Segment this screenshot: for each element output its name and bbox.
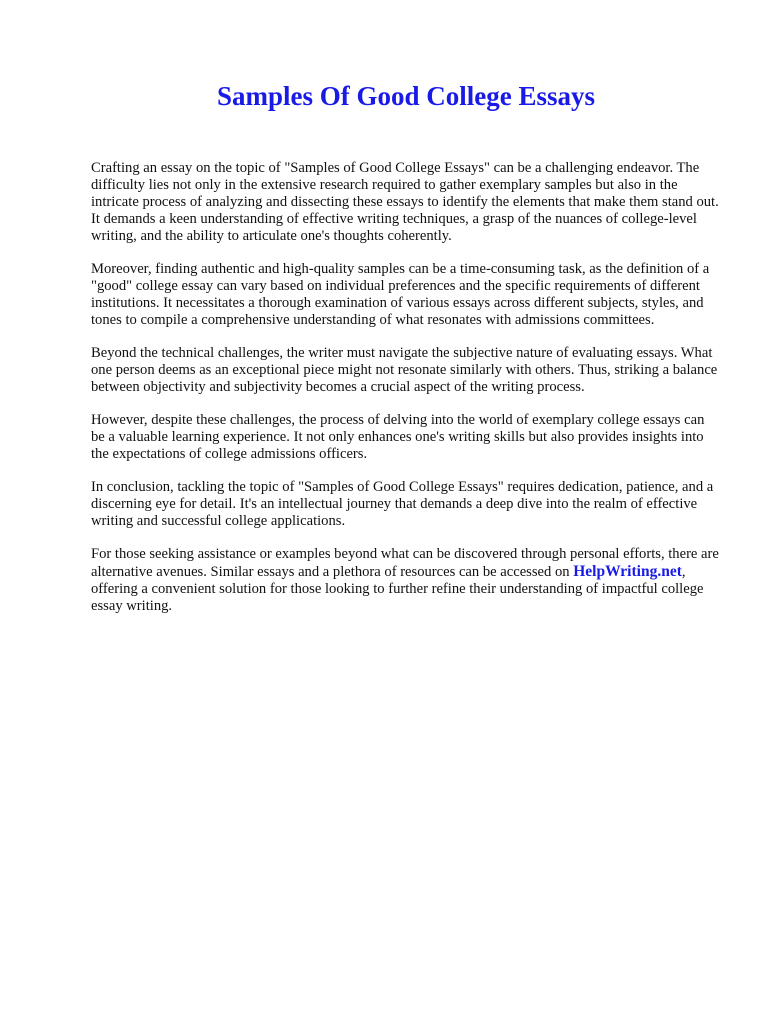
paragraph-6-before-link: For those seeking assistance or examples beyond what can be discovered through personal efforts, there are alternative avenues. Similar essays and a plethora of resources can be accessed on bbox=[91, 546, 719, 580]
paragraph-2: Moreover, finding authentic and high-quality samples can be a time-consuming task, as the definition of a "good" college essay can vary based on individual preferences and the specific requirements of different institutions. It necessitates a thorough examination of various essays across different subjects, styles, and tones to compile a comprehensive understanding of what resonates with admissions committees. bbox=[91, 261, 710, 328]
page-title: Samples Of Good College Essays bbox=[216, 81, 596, 111]
paragraph-3: Beyond the technical challenges, the writer must navigate the subjective nature of evaluating essays. What one person deems as an exceptional piece might not resonate similarly with others. Thus, striking a balance between objectivity and subjectivity becomes a crucial aspect of the writing process. bbox=[91, 345, 718, 395]
paragraph-5: In conclusion, tackling the topic of "Samples of Good College Essays" requires dedication, patience, and a discerning eye for detail. It's an intellectual journey that demands a deep dive into the realm of effective writing and successful college applications. bbox=[91, 479, 714, 529]
helpwriting-link[interactable]: HelpWriting.net bbox=[573, 563, 682, 580]
paragraph-6-after-link: , offering a convenient solution for those looking to further refine their understanding of impactful college essay writing. bbox=[91, 564, 704, 614]
paragraph-1: Crafting an essay on the topic of "Samples of Good College Essays" can be a challenging endeavor. The difficulty lies not only in the extensive research required to gather exemplary samples but also in the intricate process of analyzing and dissecting these essays to identify the elements that make them stand out. It demands a keen understanding of effective writing techniques, a grasp of the nuances of college-level writing, and the ability to articulate one's thoughts coherently. bbox=[91, 160, 719, 244]
paragraph-6 bbox=[91, 546, 721, 615]
document-page bbox=[91, 78, 721, 631]
paragraph-4: However, despite these challenges, the process of delving into the world of exemplary college essays can be a valuable learning experience. It not only enhances one's writing skills but also provides insights into the expectations of college admissions officers. bbox=[91, 412, 705, 462]
